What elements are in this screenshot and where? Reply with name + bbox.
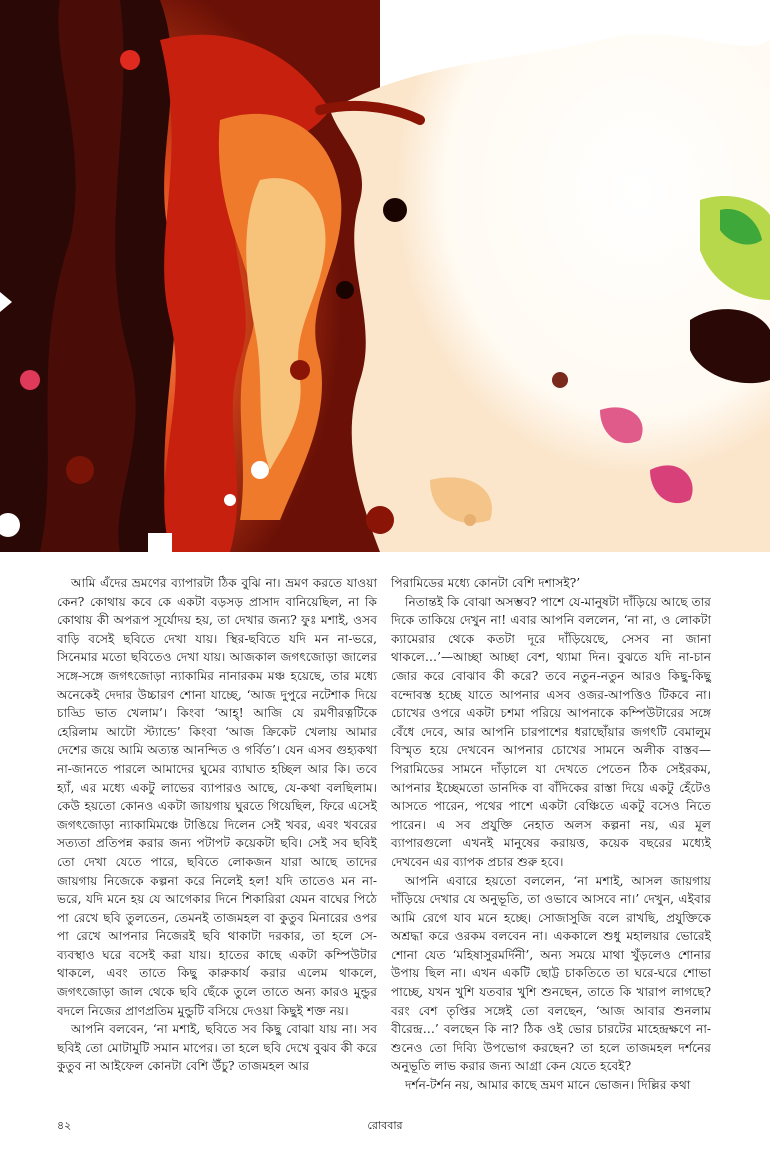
paragraph: আমি এঁদের ভ্রমণের ব্যাপারটা ঠিক বুঝি না। ভ্রমণ করতে যাওয়া কেন? কোথায় কবে কে একটা বড়সড় প্রাসাদ বানিয়েছিল, না কি কোথায় কী অপরূপ সূর্যোদয় হয়, তা দেখার জন্য? ফুঃ মশাই, ওসব বাড়ি বসেই ছবিতে দেখা যায়। স্থির-ছবিতে যদি মন না-ভরে, সিনেমার মতো ছবিতেও দেখা যায়। আজকাল জগৎজোড়া জালের সঙ্গে-সঙ্গে জগৎজোড়া ন্যাকামির নানারকম মঞ্চ হয়েছে, তার মধ্যে অনেকেই দেদার উচ্চারণ শোনা যাচ্ছে, ‘আজ দুপুরে নটেশাক দিয়ে চাড্ডি ভাত খেলাম’। কিংবা ‘আহ্‌! আজি যে রমণীরত্নটিকে হেরিলাম আটো স্ট্যান্ডে’ কিংবা ‘আজ ক্রিকেট খেলায় আমার দেশের জয়ে আমি অত্যন্ত আনন্দিত ও গর্বিত’। যেন এসব গুহ্যকথা না-জানতে পারলে আমাদের ঘুমের ব্যাঘাত হচ্ছিল আর কি। তবে হ্যাঁ, এর মধ্যে একটু লাভের ব্যাপারও আছে, যে-কথা বলছিলাম। কেউ হয়তো কোনও একটা জায়গায় ঘুরতে গিয়েছিল, ফিরে এসেই জগৎজোড়া ন্যাকামিমঞ্চে টাঙিয়ে দিলেন সেই খবর, এবং খবরের সত্যতা প্রতিপন্ন করার জন্য পটাপট কয়েকটা ছবি। সেই সব ছবিই তো দেখা যেতে পারে, ছবিতে লোকজন যারা আছে তাদের জায়গায় নিজেকে কল্পনা করে নিলেই হল! যদি তাতেও মন না-ভরে, যদি মনে হয় যে আগেকার দিনে শিকারিরা যেমন বাঘের পিঠে পা রেখে ছবি তুলতেন, তেমনই তাজমহল বা কুতুব মিনারের ওপর পা রেখে আপনার নিজেরই ছবি থাকাটা দরকার, তা হলে সে-ব্যবস্থাও ঘরে বসেই করা যায়। হাতের কাছে একটা কম্পিউটার থাকলে, এবং তাতে কিছু কারুকার্য করার এলেম থাকলে, জগৎজোড়া জাল থেকে ছবি ছেঁকে তুলে তাতে অন্য কারও মুন্ডুর বদলে নিজের প্রাণপ্রতিম মুন্ডুটি বসিয়ে দেওয়া কিছুই শক্ত নয়। xyxy=(57,576,377,1018)
magazine-name: রোববার xyxy=(367,1119,403,1132)
article-column-left xyxy=(57,574,377,1076)
paragraph: দর্শন-টর্শন নয়, আমার কাছে ভ্রমণ মানে ভোজন। দিল্লির কথা xyxy=(405,1078,691,1093)
article-column-right xyxy=(391,574,711,1095)
page-number: ৪২ xyxy=(57,1119,72,1132)
paragraph: নিতান্তই কি বোঝা অসম্ভব? পাশে যে-মানুষটা দাঁড়িয়ে আছে তার দিকে তাকিয়ে দেখুন না! এবার আপনি বললেন, ‘না না, ও লোকটা ক্যামেরার থেকে কতটা দূরে দাঁড়িয়েছে, সেসব না জানা থাকলে…’—আচ্ছা আচ্ছা বেশ, থ্যামা দিন। বুঝতে যদি না-চান জোর করে বোঝাব কী করে? তবে নতুন-নতুন আরও কিছু-কিছু বন্দোবস্ত হচ্ছে যাতে আপনার এসব ওজর-আপত্তিও টিকবে না। চোখের ওপরে একটা চশমা পরিয়ে আপনাকে কম্পিউটারের সঙ্গে বেঁধে দেবে, আর আপনি চারপাশের ধরাছোঁয়ার জগৎটি বেমালুম বিস্মৃত হয়ে দেখবেন আপনার চোখের সামনে অলীক বাস্তব—পিরামিডের সামনে দাঁড়ালে যা দেখতে পেতেন ঠিক সেইরকম, আপনার ইচ্ছেমতো ডানদিক বা বাঁদিকের রাস্তা দিয়ে একটু হেঁটেও আসতে পারেন, পথের পাশে একটা বেঞ্চিতে একটু বসেও নিতে পারেন। এ সব প্রযুক্তি নেহাত অলস কল্পনা নয়, এর মূল ব্যাপারগুলো এখনই মানুষের করায়ত্ত, কয়েক বছরের মধ্যেই দেখবেন এর ব্যাপক প্রচার শুরু হবে। xyxy=(391,594,711,869)
abstract-painting xyxy=(0,0,770,552)
paragraph: আপনি বলবেন, ‘না মশাই, ছবিতে সব কিছু বোঝা যায় না। সব ছবিই তো মোটামুটি সমান মাপের। তা হলে ছবি দেখে বুঝব কী করে কুতুব না আইফেল কোনটা বেশি উঁচু? তাজমহল আর xyxy=(57,1022,377,1074)
paragraph: আপনি এবারে হয়তো বললেন, ‘না মশাই, আসল জায়গায় দাঁড়িয়ে দেখার যে অনুভূতি, তা ওভাবে আসবে না।’ দেখুন, এইবার আমি রেগে যাব মনে হচ্ছে। সোজাসুজি বলে রাখছি, প্রযুক্তিকে অশ্রদ্ধা করে ওরকম বলবেন না। এককালে শুধু মহালয়ার ভোরেই শোনা যেত ‘মহিষাসুরমর্দিনী’, অন্য সময়ে মাথা খুঁড়লেও শোনার উপায় ছিল না। এখন একটি ছোট্ট চাকতিতে তা ঘরে-ঘরে শোভা পাচ্ছে, যখন খুশি যতবার খুশি শুনছেন, তাতে কি খারাপ লাগছে? বরং বেশ তৃপ্তির সঙ্গেই তো বলছেন, ‘আজ আবার শুনলাম বীরেন্দ্র…’ বলছেন কি না? ঠিক ওই ভোর চারটের মাহেন্দ্রক্ষণে না-শুনেও তো দিব্যি উপভোগ করছেন? তা হলে তাজমহল দর্শনের অনুভূতি লাভ করার জন্য আগ্রা কেন যেতে হবেই? xyxy=(391,873,711,1074)
paragraph: পিরামিডের মধ্যে কোনটা বেশি দশাসই?’ xyxy=(391,576,581,590)
